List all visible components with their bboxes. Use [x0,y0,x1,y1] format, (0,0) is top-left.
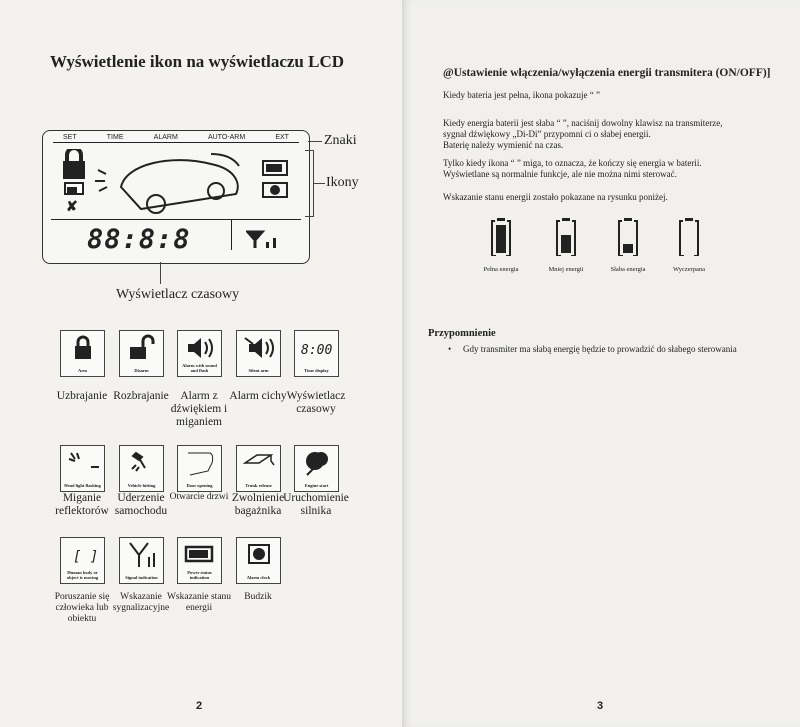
icon-tile [119,445,164,492]
icon-tile [294,445,339,492]
icon-caption: Vehicle hitting [127,483,156,488]
icon-caption: Head light flashing [64,483,101,488]
icon-label: Uderzenie samochodu [114,492,168,517]
icon-tile [236,537,281,584]
icon-caption: Alarm clock [246,575,271,580]
svg-text:8:00: 8:00 [301,343,333,358]
icon-tile [60,537,105,584]
icon-label: Uzbrajanie [56,390,108,402]
headlight-icon [67,449,99,477]
svg-text:✘: ✘ [66,200,78,215]
svg-text:[ ]: [ ] [73,549,99,565]
icon-tile [60,445,105,492]
battery-icon [184,541,216,569]
paragraph-figure-note: Wskazanie stanu energii zostało pokazane na rysunku poniżej. [443,192,668,202]
lcd-signs-row [53,134,299,143]
icon-tile [177,445,222,492]
sign-alarm: ALARM [153,134,178,141]
sign-time: TIME [106,134,124,141]
icon-caption: Alarm with sound and flash [182,363,217,373]
battery-level-label: Wyczerpana [672,266,706,273]
reminder-bullet: • [448,344,452,354]
lcd-time-area [51,219,301,260]
icon-label: Poruszanie się człowieka lub obiektu [54,592,110,624]
icon-caption: Arm [78,368,87,373]
sign-auto-arm: AUTO-ARM [207,134,246,141]
battery-level-label: Słaba energia [610,266,646,273]
reminder-item: Gdy transmiter ma słabą energię będzie to prowadzić do słabego sterowania [463,344,737,354]
icon-tile [177,330,222,377]
page-number: 2 [196,700,203,712]
paragraph-low-1: Kiedy energia baterii jest słaba “ ”, naciśnij dowolny klawisz na transmiterze, [443,118,723,128]
icon-label: Zwolnienie bagażnika [231,492,285,517]
icon-tile [119,537,164,584]
trunk-icon [243,449,275,477]
icon-tile [294,330,339,377]
icon-tile [236,330,281,377]
icon-label: Wyświetlacz czasowy [286,390,346,415]
icon-caption: Door opening [186,483,213,488]
battery-level-label: Pełna energia [483,266,519,273]
unlock-icon [126,334,158,362]
icon-caption: Trunk release [245,483,272,488]
page-title: Wyświetlenie ikon na wyświetlaczu LCD [50,52,345,71]
door-icon [184,449,216,477]
icon-caption: Signal indication [125,575,158,580]
clock-digits-icon [301,334,333,362]
sign-set: SET [63,134,77,141]
battery-level-icon [678,218,700,256]
icon-tile [119,330,164,377]
icon-caption: Human body or object is moving [66,570,99,580]
icon-label: Uruchomienie silnika [283,492,349,517]
icon-caption: Time display [304,368,329,373]
battery-level-icon [617,218,639,256]
hammer-icon [126,449,158,477]
battery-fill [561,235,571,253]
paragraph-low-2: sygnał dźwiękowy „Di-Di” przypomni ci o słabej energii. [443,129,651,139]
icon-label: Wskazanie sygnalizacyjne [112,592,170,613]
speaker-icon [184,334,216,362]
section-heading: @Ustawienie włączenia/wyłączenia energii transmitera (ON/OFF)] [443,67,771,79]
antenna-icon [246,230,286,250]
motion-icon [67,541,99,569]
paragraph-empty-1: Tylko kiedy ikona “ ” miga, to oznacza, że kończy się energia w baterii. [443,158,702,168]
muted-speaker-icon [243,334,275,362]
battery-fill [623,244,633,253]
paragraph-empty-2: Wyświetlane są normalnie funkcje, ale nie można nimi sterować. [443,169,677,179]
icon-label: Miganie reflektorów [55,492,109,517]
icon-caption: Silent arm [248,368,269,373]
icon-label: Wskazanie stanu energii [166,592,232,613]
icon-caption: Disarm [134,368,149,373]
lcd-diagram [42,130,310,264]
icon-tile [60,330,105,377]
paragraph-full: Kiedy bateria jest pełna, ikona pokazuje “ ” [443,90,600,100]
icon-label: Rozbrajanie [113,390,169,402]
icon-label: Otwarcie drzwi [169,492,229,502]
icon-label: Alarm cichy [229,390,287,402]
antenna-icon [126,541,158,569]
icon-caption: Power status indication [187,570,212,580]
icon-label: Alarm z dźwiękiem i miganiem [170,390,228,428]
sign-ext: EXT [275,134,289,141]
right-page [402,0,800,727]
reminder-title: Przypomnienie [428,328,496,339]
battery-fill [496,225,506,253]
icon-tile [236,445,281,492]
icon-caption: Engine start [304,483,329,488]
page-number: 3 [597,700,604,712]
icon-tile [177,537,222,584]
engine-icon [301,449,333,477]
callout-time-display: Wyświetlacz czasowy [116,287,240,302]
lcd-digits: 88:8:8 [87,224,191,255]
callout-icons: Ikony [326,175,359,190]
battery-level-icon [490,218,512,256]
paragraph-low-3: Baterię należy wymienić na czas. [443,140,564,150]
lcd-icons-car-icon [61,149,291,219]
battery-level-label: Mniej energii [548,266,584,273]
lock-icon [67,334,99,362]
battery-level-icon [555,218,577,256]
alarm-clock-icon [243,541,275,569]
icon-label: Budzik [244,592,272,602]
callout-signs: Znaki [324,133,357,148]
